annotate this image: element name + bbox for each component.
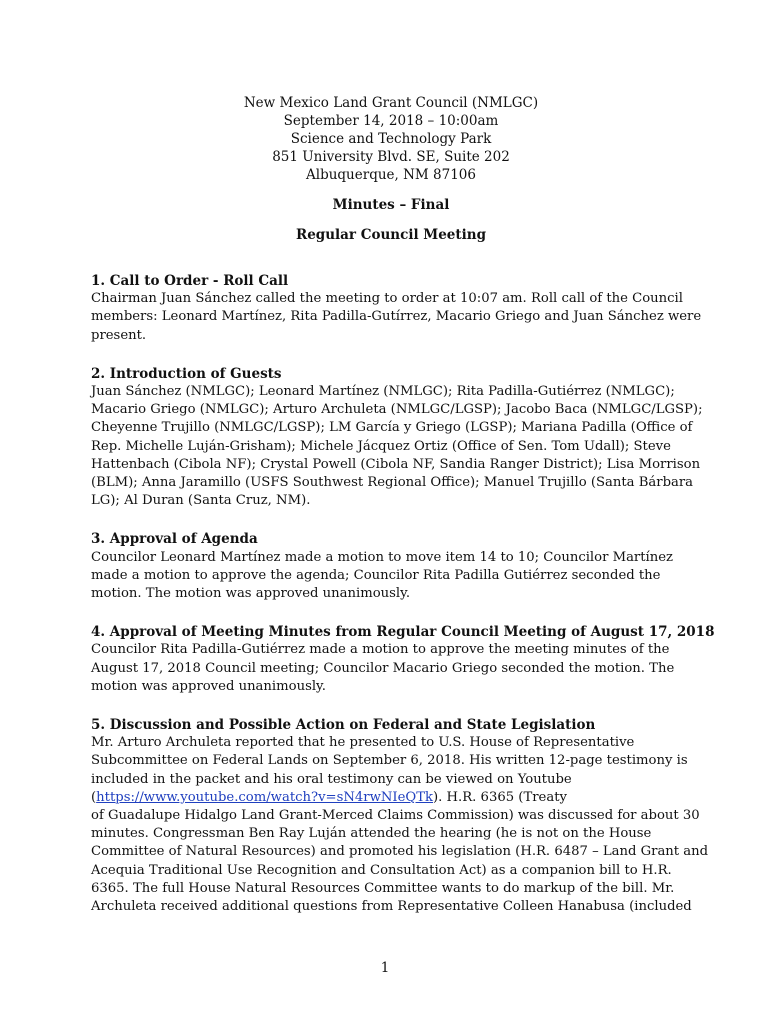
section-introduction-of-guests — [91, 365, 703, 511]
body-line: Subcommittee on Federal Lands on September 6, 2018. His written 12-page testimony is — [91, 753, 688, 769]
body-line: minutes. Congressman Ben Ray Luján attended the hearing (he is not on the House — [91, 826, 652, 842]
body-line: Acequia Traditional Use Recognition and Consultation Act) as a companion bill to H.R. — [91, 862, 672, 878]
body-line: Macario Griego (NMLGC); Arturo Archuleta (NMLGC/LGSP); Jacobo Baca (NMLGC/LGSP); — [91, 402, 703, 418]
body-line: 6365. The full House Natural Resources Committee wants to do markup of the bill. Mr. — [91, 880, 675, 896]
section-heading: 5. Discussion and Possible Action on Federal and State Legislation — [91, 717, 596, 734]
section-federal-state-legislation — [91, 716, 709, 916]
section-body — [91, 641, 691, 696]
body-line: (BLM); Anna Jaramillo (USFS Southwest Regional Office); Manuel Trujillo (Santa Bárbara — [91, 475, 694, 491]
body-line: motion was approved unanimously. — [91, 678, 326, 694]
youtube-link[interactable]: https://www.youtube.com/watch?v=sN4rwNIeQTk — [96, 789, 434, 805]
section-approval-of-minutes — [91, 623, 715, 696]
header-line-org: New Mexico Land Grant Council (NMLGC) — [243, 95, 539, 111]
body-line: Councilor Leonard Martínez made a motion to move item 14 to 10; Councilor Martínez — [91, 549, 674, 565]
body-line: August 17, 2018 Council meeting; Councilor Macario Griego seconded the motion. The — [91, 660, 675, 676]
body-line: Councilor Rita Padilla-Gutiérrez made a motion to approve the meeting minutes of the — [91, 642, 670, 658]
section-body — [91, 549, 691, 604]
body-line: Cheyenne Trujillo (NMLGC/LGSP); LM García y Griego (LGSP); Mariana Padilla (Office of — [91, 420, 693, 436]
body-line: of Guadalupe Hidalgo Land Grant-Merced Claims Commission) was discussed for about 30 — [91, 808, 700, 824]
body-line: Mr. Arturo Archuleta reported that he presented to U.S. House of Representative — [91, 735, 635, 751]
body-line: Juan Sánchez (NMLGC); Leonard Martínez (NMLGC); Rita Padilla-Gutiérrez (NMLGC); — [91, 384, 675, 400]
section-heading: 3. Approval of Agenda — [91, 531, 258, 548]
document-header — [91, 94, 691, 184]
section-body — [91, 734, 709, 916]
body-line: members: Leonard Martínez, Rita Padilla-Gutírrez, Macario Griego and Juan Sánchez were — [91, 309, 702, 325]
section-heading: 1. Call to Order - Roll Call — [91, 273, 289, 289]
sections-container — [91, 272, 715, 916]
body-line: Rep. Michelle Luján-Grisham); Michele Jácquez Ortiz (Office of Sen. Tom Udall); Steve — [91, 438, 671, 454]
section-approval-of-agenda — [91, 530, 691, 603]
header-line-street: 851 University Blvd. SE, Suite 202 — [272, 149, 510, 165]
body-line: LG); Al Duran (Santa Cruz, NM). — [91, 493, 311, 509]
section-body — [91, 290, 702, 345]
body-line: made a motion to approve the agenda; Councilor Rita Padilla Gutiérrez seconded the — [91, 567, 661, 583]
body-line: present. — [91, 327, 147, 343]
body-line: Committee of Natural Resources) and promoted his legislation (H.R. 6487 – Land Grant and — [91, 844, 709, 860]
section-call-to-order — [91, 272, 702, 345]
section-heading: 4. Approval of Meeting Minutes from Regular Council Meeting of August 17, 2018 — [91, 624, 715, 641]
page-number: 1 — [380, 960, 390, 976]
meeting-title: Regular Council Meeting — [295, 227, 487, 243]
minutes-title: Minutes – Final — [332, 197, 450, 213]
header-line-venue: Science and Technology Park — [290, 131, 492, 147]
header-line-date: September 14, 2018 – 10:00am — [283, 113, 499, 129]
section-heading: 2. Introduction of Guests — [91, 365, 282, 382]
body-line: motion. The motion was approved unanimously. — [91, 586, 411, 602]
link-prefix: ( — [91, 789, 97, 805]
section-body — [91, 383, 703, 510]
header-line-city: Albuquerque, NM 87106 — [306, 167, 476, 183]
body-line: Archuleta received additional questions from Representative Colleen Hanabusa (included — [91, 899, 692, 915]
link-suffix: ). H.R. 6365 (Treaty — [433, 789, 567, 805]
body-line: Hattenbach (Cibola NF); Crystal Powell (Cibola NF, Sandia Ranger District); Lisa Morrison — [91, 456, 701, 472]
body-line-with-link — [91, 789, 691, 807]
body-line: Chairman Juan Sánchez called the meeting to order at 10:07 am. Roll call of the Council — [91, 291, 683, 307]
document-page — [91, 94, 715, 916]
body-line: included in the packet and his oral testimony can be viewed on Youtube — [91, 771, 572, 787]
